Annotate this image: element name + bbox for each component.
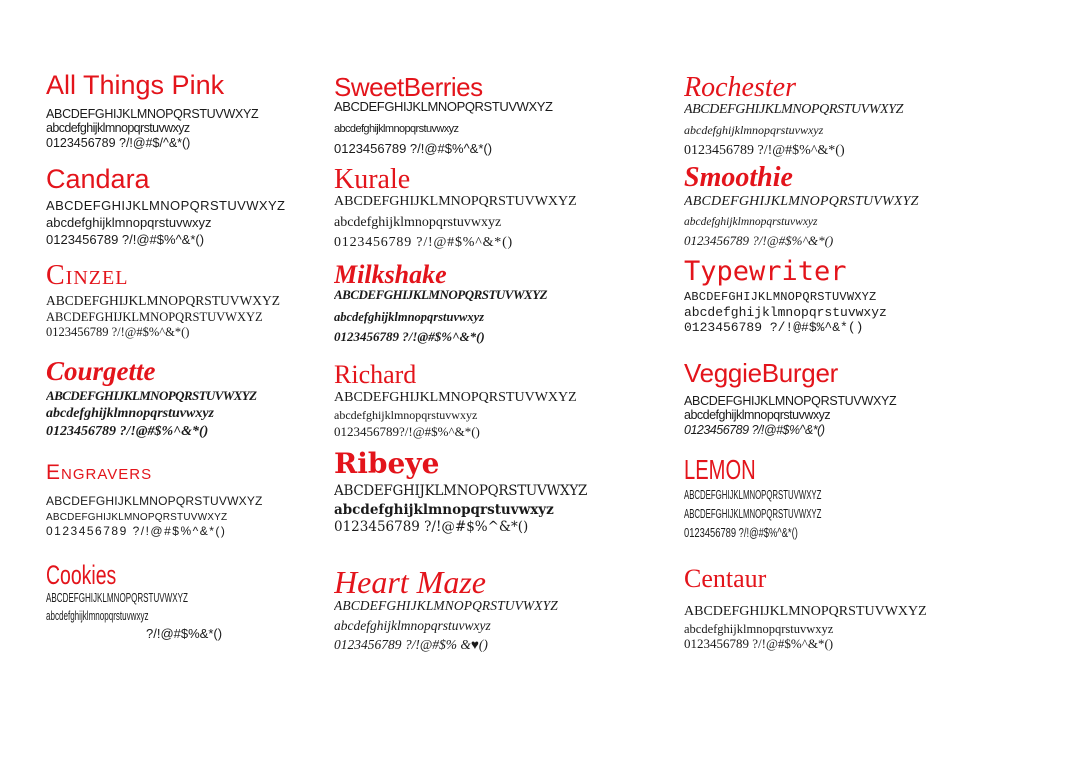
numbers-sample: 0123456789 ?/!@#$%^&*() <box>46 524 227 539</box>
numbers-sample: 0123456789 ?/!@#$/^&*() <box>46 135 191 150</box>
font-name: Engravers <box>46 462 153 484</box>
uppercase-sample: ABCDEFGHIJKLMNOPQRSTUVWXYZ <box>334 390 577 405</box>
lowercase-sample: abcdefghijklmnopqrstuvwxyz <box>684 622 834 637</box>
lowercase-sample: abcdefghijklmnopqrstuvwxyz <box>46 607 149 623</box>
uppercase-sample: ABCDEFGHIJKLMNOPQRSTUVWXYZ <box>334 483 588 499</box>
font-name: LEMON <box>684 456 756 485</box>
uppercase-sample: ABCDEFGHIJKLMNOPQRSTUVWXYZ <box>684 194 919 209</box>
font-name: Candara <box>46 166 150 194</box>
font-name: VeggieBurger <box>684 360 838 388</box>
font-name: Rochester <box>684 74 796 103</box>
lowercase-sample: abcdefghijklmnopqrstuvwxyz <box>334 122 459 135</box>
numbers-sample: 0123456789 ?/!@#$%^&*() <box>334 329 485 345</box>
uppercase-sample: ABCDEFGHIJKLMNOPQRSTUVWXYZ <box>334 194 577 209</box>
numbers-sample: 0123456789 ?/!@#$%^&*() <box>684 319 864 335</box>
font-sample-rochester <box>684 74 1024 159</box>
font-sample-veggieburger <box>684 360 1024 437</box>
font-name: Typewriter <box>684 258 847 287</box>
font-name: All Things Pink <box>46 72 225 100</box>
uppercase-small-sample: ABCDEFGHIJKLMNOPQRSTUVWXYZ <box>46 511 228 523</box>
uppercase-sample: ABCDEFGHIJKLMNOPQRSTUVWXYZ <box>46 494 263 508</box>
lowercase-sample: abcdefghijklmnopqrstuvwxyz <box>46 121 190 136</box>
lowercase-sample: abcdefghijklmnopqrstuvwxyz <box>334 215 502 231</box>
lowercase-sample: abcdefghijklmnopqrstuvwxyz <box>334 501 554 518</box>
numbers-sample: 0123456789 ?/!@#$%^&*() <box>684 233 834 249</box>
font-sample-sweetberries <box>334 74 674 157</box>
font-sample-milkshake <box>334 262 674 345</box>
uppercase-sample: ABCDEFGHIJKLMNOPQRSTUVWXYZ <box>46 107 259 121</box>
font-name: Centaur <box>684 566 767 593</box>
symbols-sample: ?/!@#$%&*() <box>146 625 223 641</box>
numbers-sample: 0123456789 ?/!@#$% &♥() <box>334 637 488 653</box>
font-sample-centaur <box>684 566 1024 652</box>
numbers-sample: 0123456789 ?/!@#$%^&*() <box>46 424 209 440</box>
uppercase-sample: ABCDEFGHIJKLMNOPQRSTUVWXYZ <box>334 99 553 114</box>
font-name: Heart Maze <box>334 566 486 600</box>
font-column-2 <box>334 0 674 767</box>
uppercase-sample: ABCDEFGHIJKLMNOPQRSTUVWXYZ <box>684 487 822 502</box>
font-sample-lemon <box>684 456 1024 541</box>
uppercase-sample: ABCDEFGHIJKLMNOPQRSTUVWXYZ <box>334 598 558 613</box>
numbers-sample: 0123456789 ?/!@#$%^&*() <box>334 235 514 251</box>
lowercase-sample: abcdefghijklmnopqrstuvwxyz <box>334 617 491 633</box>
font-sample-richard <box>334 362 674 440</box>
font-name: Cookies <box>46 562 117 590</box>
uppercase-small-sample: ABCDEFGHIJKLMNOPQRSTUVWXYZ <box>46 309 263 324</box>
font-sample-ribeye <box>334 450 674 536</box>
numbers-sample: 0123456789 ?/!@#$%^&*() <box>684 422 825 437</box>
font-name: SweetBerries <box>334 74 483 102</box>
font-name: Milkshake <box>334 262 447 289</box>
lowercase-sample: abcdefghijklmnopqrstuvwxyz <box>684 408 831 423</box>
numbers-sample: 0123456789?/!@#$%^&*() <box>334 423 480 439</box>
lowercase-sample: abcdefghijklmnopqrstuvwxyz <box>684 216 818 229</box>
font-sample-heart-maze <box>334 566 674 653</box>
uppercase-sample: ABCDEFGHIJKLMNOPQRSTUVWXYZ <box>334 287 548 302</box>
font-name: Cinzel <box>46 262 129 291</box>
numbers-sample: 0123456789 ?/!@#$%^&*() <box>334 140 493 156</box>
uppercase-sample: ABCDEFGHIJKLMNOPQRSTUVWXYZ <box>684 102 904 117</box>
uppercase-sample: ABCDEFGHIJKLMNOPQRSTUVWXYZ <box>684 394 897 408</box>
font-sample-typewriter <box>684 258 1024 336</box>
font-sample-smoothie <box>684 164 1024 249</box>
lowercase-sample: abcdefghijklmnopqrstuvwxyz <box>46 214 212 230</box>
numbers-sample: 0123456789 ?/!@#$%^&*() <box>334 519 529 536</box>
uppercase-sample: ABCDEFGHIJKLMNOPQRSTUVWXYZ <box>684 604 927 619</box>
numbers-sample: 0123456789 ?/!@#$%^&*() <box>684 636 834 652</box>
lowercase-sample: abcdefghijklmnopqrstuvwxyz <box>684 304 887 320</box>
uppercase-sample: ABCDEFGHIJKLMNOPQRSTUVWXYZ <box>46 388 257 403</box>
uppercase-sample: ABCDEFGHIJKLMNOPQRSTUVWXYZ <box>46 590 188 605</box>
lowercase-sample: abcdefghijklmnopqrstuvwxyz <box>334 408 478 423</box>
numbers-sample: 0123456789 ?/!@#$%^&*() <box>46 231 205 247</box>
numbers-sample: 0123456789 ?/!@#$%^&*() <box>46 324 190 339</box>
font-column-3 <box>684 0 1024 767</box>
uppercase-sample: ABCDEFGHIJKLMNOPQRSTUVWXYZ <box>46 198 286 213</box>
numbers-sample: 0123456789 ?/!@#$%^&*() <box>684 524 798 540</box>
font-name: Kurale <box>334 166 411 195</box>
font-name: Courgette <box>46 358 156 386</box>
font-name: Ribeye <box>334 450 440 480</box>
numbers-sample: 0123456789 ?/!@#$%^&*() <box>684 142 845 158</box>
font-sample-kurale <box>334 166 674 251</box>
lowercase-sample: abcdefghijklmnopqrstuvwxyz <box>334 309 485 324</box>
lowercase-sample: abcdefghijklmnopqrstuvwxyz <box>684 123 824 138</box>
font-name: Smoothie <box>684 164 793 193</box>
uppercase-small-sample: ABCDEFGHIJKLMNOPQRSTUVWXYZ <box>684 505 822 521</box>
uppercase-sample: ABCDEFGHIJKLMNOPQRSTUVWXYZ <box>46 293 281 308</box>
lowercase-sample: abcdefghijklmnopqrstuvwxyz <box>46 405 215 421</box>
font-name: Richard <box>334 362 417 389</box>
uppercase-sample: ABCDEFGHIJKLMNOPQRSTUVWXYZ <box>684 290 877 304</box>
